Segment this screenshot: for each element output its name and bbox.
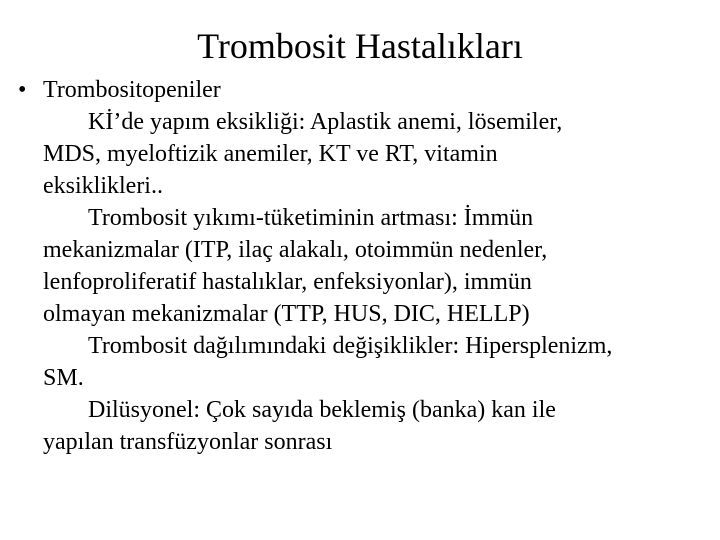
paragraph-line: mekanizmalar (ITP, ilaç alakalı, otoimmün nedenler, (43, 237, 548, 263)
paragraph-line: Dilüsyonel: Çok sayıda beklemiş (banka) kan ile (88, 397, 556, 423)
paragraph-aplastic (0, 106, 720, 202)
paragraph-distribution (0, 330, 720, 394)
paragraph-destruction (0, 202, 720, 330)
paragraph-line: yapılan transfüzyonlar sonrası (43, 429, 333, 455)
paragraph-line: SM. (43, 365, 84, 391)
bullet-text: Trombositopeniler (43, 77, 221, 103)
paragraph-line: MDS, myeloftizik anemiler, KT ve RT, vitamin (43, 141, 498, 167)
paragraph-line: olmayan mekanizmalar (TTP, HUS, DIC, HELLP) (43, 301, 530, 327)
paragraph-dilutional (0, 394, 720, 458)
bullet-icon: • (18, 77, 27, 103)
slide-body (0, 74, 720, 458)
paragraph-line: lenfoproliferatif hastalıklar, enfeksiyonlar), immün (43, 269, 532, 295)
paragraph-line: eksiklikleri.. (43, 173, 163, 199)
paragraph-line: Kİ’de yapım eksikliği: Aplastik anemi, lösemiler, (88, 109, 563, 135)
paragraph-line: Trombosit dağılımındaki değişiklikler: Hipersplenizm, (88, 333, 613, 359)
bullet-item (0, 74, 720, 106)
paragraph-line: Trombosit yıkımı-tüketiminin artması: İmmün (88, 205, 534, 231)
slide-title: Trombosit Hastalıkları (197, 26, 523, 66)
